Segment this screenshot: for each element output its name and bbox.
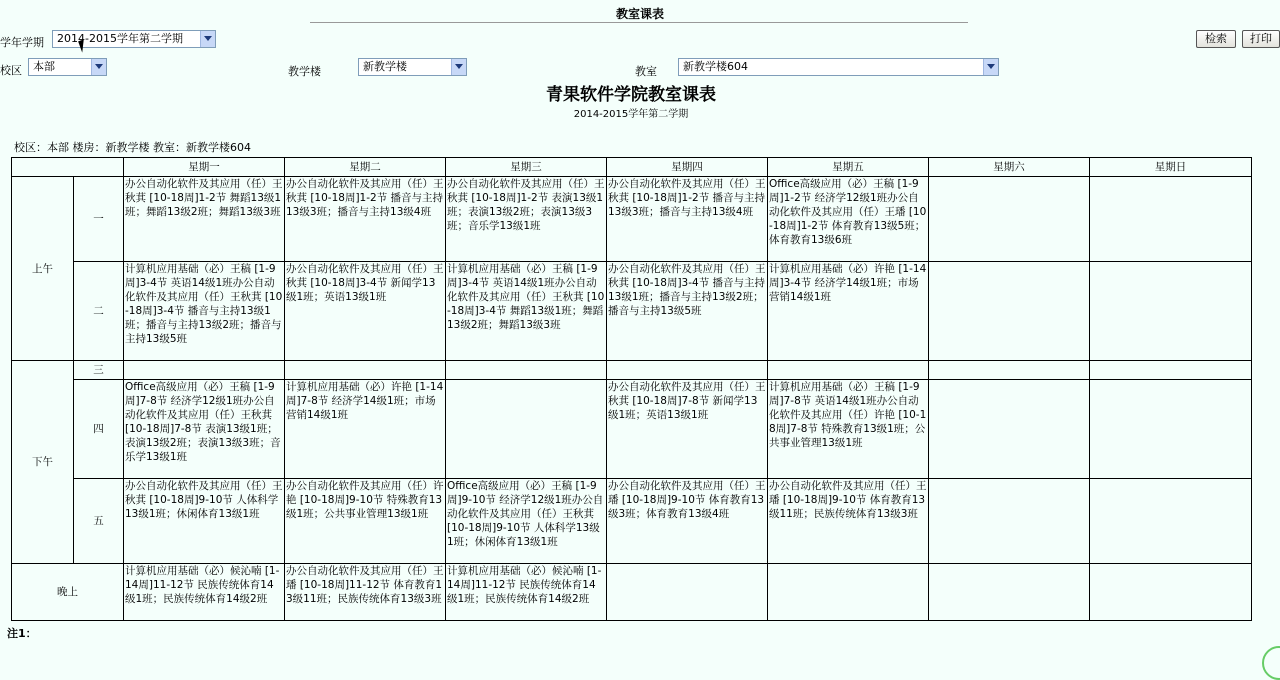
schedule-cell [446, 361, 607, 380]
schedule-cell: 计算机应用基础（必）王稿 [1-9周]7-8节 英语14级1班办公自动化软件及其应用（任）许艳 [10-18周]7-8节 特殊教育13级1班；公共事业管理13级1班 [768, 380, 929, 479]
schedule-cell: 计算机应用基础（必）王稿 [1-9周]3-4节 英语14级1班办公自动化软件及其应用（任）王秋萁 [10-18周]3-4节 舞蹈13级1班；舞蹈13级2班；舞蹈13级3班 [446, 262, 607, 361]
period-number: 四 [74, 380, 124, 479]
search-button[interactable]: 检索 [1196, 30, 1236, 48]
period-row [12, 380, 1252, 479]
schedule-cell [1090, 564, 1252, 621]
day-header: 星期四 [607, 158, 768, 177]
period-number: 三 [74, 361, 124, 380]
print-button[interactable]: 打印 [1242, 30, 1280, 48]
period-number: 二 [74, 262, 124, 361]
day-header: 星期一 [124, 158, 285, 177]
period-row [12, 361, 1252, 380]
schedule-cell: 计算机应用基础（必）许艳 [1-14周]3-4节 经济学14级1班；市场营销14级1班 [768, 262, 929, 361]
schedule-cell [1090, 380, 1252, 479]
group-label: 上午 [12, 177, 74, 361]
schedule-cell [285, 361, 446, 380]
chevron-down-icon[interactable] [983, 59, 998, 75]
schedule-cell [929, 361, 1090, 380]
schedule-cell [929, 564, 1090, 621]
day-header: 星期六 [929, 158, 1090, 177]
schedule-cell: 办公自动化软件及其应用（任）王璠 [10-18周]11-12节 体育教育13级11班；民族传统体育13级3班 [285, 564, 446, 621]
period-row [12, 177, 1252, 262]
status-indicator-icon [1262, 646, 1280, 680]
schedule-cell: 办公自动化软件及其应用（任）王秋萁 [10-18周]7-8节 新闻学13级1班；英语13级1班 [607, 380, 768, 479]
building-select[interactable] [358, 58, 467, 76]
schedule-cell [607, 361, 768, 380]
schedule-cell: 计算机应用基础（必）许艳 [1-14周]7-8节 经济学14级1班；市场营销14级1班 [285, 380, 446, 479]
schedule-cell: 办公自动化软件及其应用（任）王秋萁 [10-18周]1-2节 舞蹈13级1班；舞蹈13级2班；舞蹈13级3班 [124, 177, 285, 262]
period-number: 五 [74, 479, 124, 564]
schedule-cell [768, 564, 929, 621]
page-title: 教室课表 [615, 7, 664, 21]
schedule-cell: 计算机应用基础（必）候沁喃 [1-14周]11-12节 民族传统体育14级1班；民族传统体育14级2班 [124, 564, 285, 621]
schedule-cell [1090, 177, 1252, 262]
room-label: 教室 [635, 65, 657, 78]
period-row [12, 262, 1252, 361]
schedule-cell [929, 262, 1090, 361]
building-label: 教学楼 [288, 65, 321, 78]
timetable [11, 157, 1252, 621]
room-select[interactable] [678, 58, 999, 76]
schedule-cell: Office高级应用（必）王稿 [1-9周]1-2节 经济学12级1班办公自动化软件及其应用（任）王璠 [10-18周]1-2节 体育教育13级5班；体育教育13级6班 [768, 177, 929, 262]
term-select[interactable] [52, 30, 216, 48]
schedule-cell: 办公自动化软件及其应用（任）王秋萁 [10-18周]1-2节 表演13级1班；表演13级2班；表演13级3班；音乐学13级1班 [446, 177, 607, 262]
chevron-down-icon[interactable] [200, 31, 215, 47]
schedule-cell: 计算机应用基础（必）候沁喃 [1-14周]11-12节 民族传统体育14级1班；民族传统体育14级2班 [446, 564, 607, 621]
schedule-cell: 办公自动化软件及其应用（任）王璠 [10-18周]9-10节 体育教育13级3班；体育教育13级4班 [607, 479, 768, 564]
location-info: 校区：本部 楼房：新教学楼 教室：新教学楼604 [14, 141, 251, 154]
schedule-cell [1090, 361, 1252, 380]
campus-select[interactable] [28, 58, 107, 76]
report-title: 青果软件学院教室课表 [546, 85, 716, 105]
day-header: 星期二 [285, 158, 446, 177]
chevron-down-icon[interactable] [91, 59, 106, 75]
campus-label: 校区 [0, 64, 22, 77]
schedule-cell [929, 479, 1090, 564]
room-select-value: 新教学楼604 [683, 60, 748, 73]
campus-select-value: 本部 [33, 60, 55, 73]
period-number: 一 [74, 177, 124, 262]
schedule-cell [929, 177, 1090, 262]
group-label: 下午 [12, 361, 74, 564]
term-label: 学年学期 [0, 36, 44, 49]
schedule-cell: 办公自动化软件及其应用（任）许艳 [10-18周]9-10节 特殊教育13级1班；公共事业管理13级1班 [285, 479, 446, 564]
schedule-cell [607, 564, 768, 621]
title-divider [310, 22, 968, 23]
schedule-cell [1090, 262, 1252, 361]
schedule-cell: 办公自动化软件及其应用（任）王秋萁 [10-18周]1-2节 播音与主持13级3班；播音与主持13级4班 [285, 177, 446, 262]
note-label: 注1： [7, 627, 37, 640]
chevron-down-icon[interactable] [451, 59, 466, 75]
schedule-cell: 办公自动化软件及其应用（任）王璠 [10-18周]9-10节 体育教育13级11班；民族传统体育13级3班 [768, 479, 929, 564]
corner-cell [12, 158, 124, 177]
schedule-cell [929, 380, 1090, 479]
schedule-cell [768, 361, 929, 380]
header-row [12, 158, 1252, 177]
building-select-value: 新教学楼 [363, 60, 407, 73]
schedule-cell: 办公自动化软件及其应用（任）王秋萁 [10-18周]3-4节 新闻学13级1班；英语13级1班 [285, 262, 446, 361]
schedule-cell [1090, 479, 1252, 564]
term-select-value: 2014-2015学年第二学期 [57, 32, 183, 45]
schedule-cell: 办公自动化软件及其应用（任）王秋萁 [10-18周]3-4节 播音与主持13级1班；播音与主持13级2班；播音与主持13级5班 [607, 262, 768, 361]
schedule-cell [446, 380, 607, 479]
schedule-cell: Office高级应用（必）王稿 [1-9周]7-8节 经济学12级1班办公自动化软件及其应用（任）王秋萁 [10-18周]7-8节 表演13级1班；表演13级2班；表演13级3班；音乐学13级1班 [124, 380, 285, 479]
day-header: 星期日 [1090, 158, 1252, 177]
day-header: 星期五 [768, 158, 929, 177]
schedule-cell [124, 361, 285, 380]
day-header: 星期三 [446, 158, 607, 177]
schedule-cell: Office高级应用（必）王稿 [1-9周]9-10节 经济学12级1班办公自动化软件及其应用（任）王秋萁 [10-18周]9-10节 人体科学13级1班；休闲体育13级1班 [446, 479, 607, 564]
group-label: 晚上 [12, 564, 124, 621]
period-row [12, 564, 1252, 621]
period-row [12, 479, 1252, 564]
schedule-cell: 办公自动化软件及其应用（任）王秋萁 [10-18周]9-10节 人体科学13级1班；休闲体育13级1班 [124, 479, 285, 564]
report-subtitle: 2014-2015学年第二学期 [573, 109, 689, 120]
schedule-cell: 计算机应用基础（必）王稿 [1-9周]3-4节 英语14级1班办公自动化软件及其应用（任）王秋萁 [10-18周]3-4节 播音与主持13级1班；播音与主持13级2班；播音与主持13级5班 [124, 262, 285, 361]
schedule-cell: 办公自动化软件及其应用（任）王秋萁 [10-18周]1-2节 播音与主持13级3班；播音与主持13级4班 [607, 177, 768, 262]
